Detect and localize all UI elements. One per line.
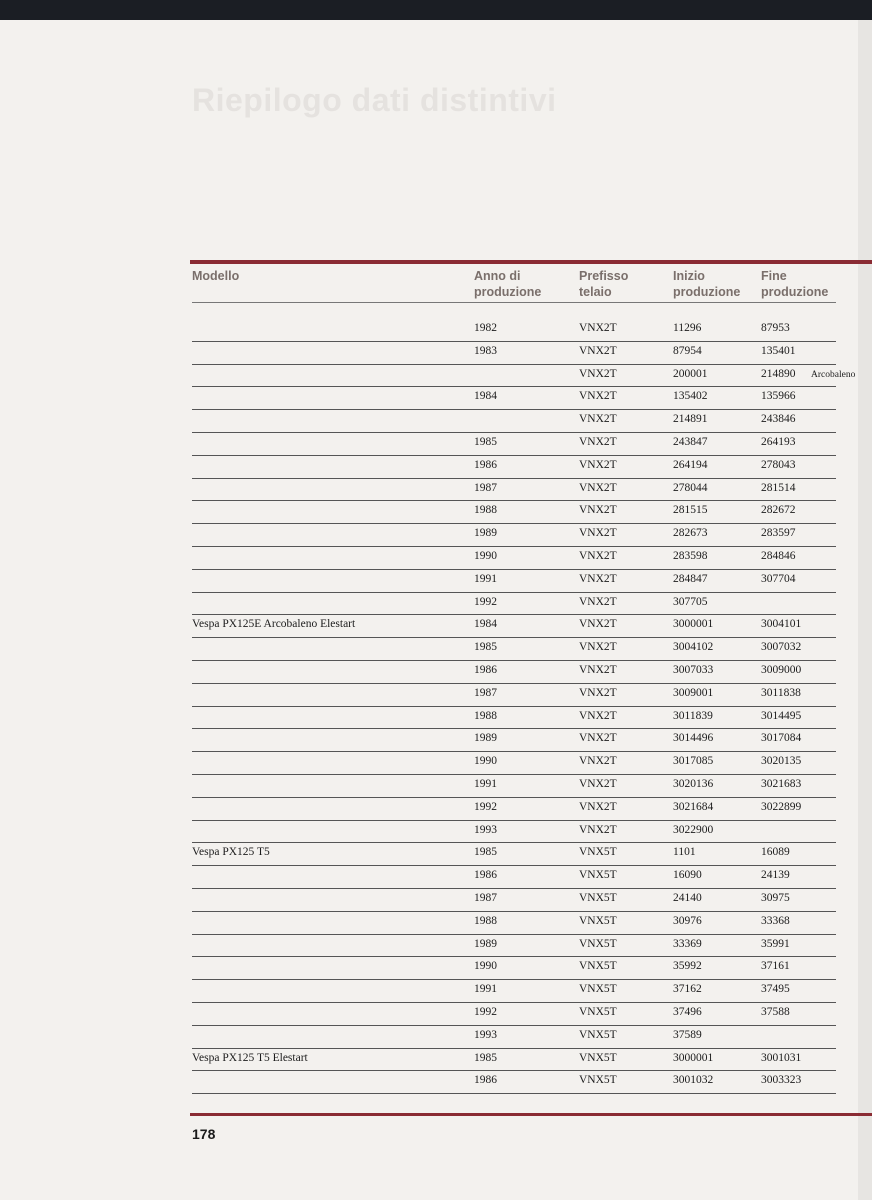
table-row xyxy=(192,638,836,661)
cell-inizio: 243847 xyxy=(673,435,708,448)
cell-prefisso: VNX2T xyxy=(579,823,617,836)
table-row xyxy=(192,912,836,935)
cell-fine: 33368 xyxy=(761,914,790,927)
cell-fine: 3009000 xyxy=(761,663,802,676)
cell-fine: 307704 xyxy=(761,572,796,585)
cell-fine: 281514 xyxy=(761,481,796,494)
cell-anno: 1992 xyxy=(474,595,497,608)
cell-inizio: 35992 xyxy=(673,960,702,973)
cell-inizio: 87954 xyxy=(673,344,702,357)
cell-anno: 1987 xyxy=(474,891,497,904)
cell-anno: 1990 xyxy=(474,960,497,973)
page-number: 178 xyxy=(192,1126,216,1142)
footer-rule xyxy=(190,1113,872,1116)
table-row xyxy=(192,752,836,775)
cell-fine: 3021683 xyxy=(761,777,802,790)
cell-prefisso: VNX2T xyxy=(579,390,617,403)
table-row xyxy=(192,1003,836,1026)
cell-fine: 284846 xyxy=(761,549,796,562)
cell-fine: 135401 xyxy=(761,344,796,357)
table-row xyxy=(192,775,836,798)
cell-anno: 1991 xyxy=(474,983,497,996)
cell-prefisso: VNX5T xyxy=(579,1028,617,1041)
cell-prefisso: VNX2T xyxy=(579,504,617,517)
cell-prefisso: VNX2T xyxy=(579,435,617,448)
cell-fine: 24139 xyxy=(761,869,790,882)
cell-inizio: 200001 xyxy=(673,367,708,380)
table-row xyxy=(192,729,836,752)
cell-prefisso: VNX2T xyxy=(579,732,617,745)
cell-inizio: 3021684 xyxy=(673,800,714,813)
cell-fine: 283597 xyxy=(761,527,796,540)
cell-prefisso: VNX2T xyxy=(579,458,617,471)
cell-prefisso: VNX2T xyxy=(579,367,617,380)
table-row xyxy=(192,410,836,433)
header-inizio-line2: produzione xyxy=(673,285,741,299)
cell-fine: 214890 xyxy=(761,367,796,380)
cell-anno: 1985 xyxy=(474,1051,497,1064)
cell-inizio: 3000001 xyxy=(673,1051,714,1064)
cell-anno: 1993 xyxy=(474,1028,497,1041)
table-row xyxy=(192,342,836,365)
cell-anno: 1986 xyxy=(474,1074,497,1087)
cell-anno: 1988 xyxy=(474,709,497,722)
cell-anno: 1984 xyxy=(474,618,497,631)
table-row xyxy=(192,570,836,593)
header-inizio-line1: Inizio xyxy=(673,269,705,283)
cell-inizio: 3022900 xyxy=(673,823,714,836)
cell-anno: 1985 xyxy=(474,846,497,859)
header-inizio xyxy=(673,268,740,300)
cell-anno: 1989 xyxy=(474,732,497,745)
table-row xyxy=(192,433,836,456)
header-modello xyxy=(192,268,239,284)
cell-fine: 3001031 xyxy=(761,1051,802,1064)
cell-prefisso: VNX2T xyxy=(579,686,617,699)
table-row xyxy=(192,661,836,684)
cell-inizio: 214891 xyxy=(673,413,708,426)
cell-inizio: 282673 xyxy=(673,527,708,540)
cell-prefisso: VNX2T xyxy=(579,663,617,676)
cell-anno: 1991 xyxy=(474,572,497,585)
header-anno-line2: produzione xyxy=(474,285,542,299)
table-row xyxy=(192,889,836,912)
header-fine xyxy=(761,268,828,300)
cell-prefisso: VNX2T xyxy=(579,481,617,494)
cell-inizio: 284847 xyxy=(673,572,708,585)
cell-inizio: 3007033 xyxy=(673,663,714,676)
header-modello-text: Modello xyxy=(192,269,240,283)
cell-anno: 1985 xyxy=(474,435,497,448)
cell-fine: 16089 xyxy=(761,846,790,859)
cell-anno: 1983 xyxy=(474,344,497,357)
table-row xyxy=(192,479,836,502)
header-fine-line1: Fine xyxy=(761,269,787,283)
cell-inizio: 3000001 xyxy=(673,618,714,631)
cell-fine: 87953 xyxy=(761,322,790,334)
cell-fine: 282672 xyxy=(761,504,796,517)
table-row xyxy=(192,935,836,958)
cell-inizio: 24140 xyxy=(673,891,702,904)
cell-fine: 3004101 xyxy=(761,618,802,631)
cell-fine: 3014495 xyxy=(761,709,802,722)
cell-prefisso: VNX2T xyxy=(579,709,617,722)
cell-fine: 3003323 xyxy=(761,1074,802,1087)
cell-prefisso: VNX2T xyxy=(579,572,617,585)
header-prefisso-line1: Prefisso xyxy=(579,269,629,283)
cell-prefisso: VNX5T xyxy=(579,914,617,927)
table-row xyxy=(192,365,856,388)
cell-fine: 3020135 xyxy=(761,755,802,768)
cell-inizio: 37589 xyxy=(673,1028,702,1041)
cell-anno: 1989 xyxy=(474,937,497,950)
table-top-rule xyxy=(190,260,872,264)
cell-prefisso: VNX5T xyxy=(579,1005,617,1018)
cell-anno: 1984 xyxy=(474,390,497,403)
header-underline xyxy=(192,302,836,303)
header-anno-line1: Anno di xyxy=(474,269,521,283)
cell-fine: 37495 xyxy=(761,983,790,996)
cell-inizio: 3017085 xyxy=(673,755,714,768)
cell-fine: 135966 xyxy=(761,390,796,403)
cell-inizio: 3014496 xyxy=(673,732,714,745)
cell-fine: 37161 xyxy=(761,960,790,973)
table-row xyxy=(192,980,836,1003)
cell-fine: 30975 xyxy=(761,891,790,904)
cell-prefisso: VNX2T xyxy=(579,618,617,631)
cell-anno: 1990 xyxy=(474,755,497,768)
table-row xyxy=(192,957,836,980)
cell-inizio: 307705 xyxy=(673,595,708,608)
cell-prefisso: VNX5T xyxy=(579,846,617,859)
cell-fine: 3022899 xyxy=(761,800,802,813)
table-row xyxy=(192,707,836,730)
cell-inizio: 281515 xyxy=(673,504,708,517)
cell-inizio: 30976 xyxy=(673,914,702,927)
cell-anno: 1982 xyxy=(474,322,497,334)
page-gutter-shadow xyxy=(858,20,872,1200)
cell-prefisso: VNX5T xyxy=(579,1074,617,1087)
cell-inizio: 16090 xyxy=(673,869,702,882)
cell-anno: 1992 xyxy=(474,800,497,813)
cell-inizio: 3001032 xyxy=(673,1074,714,1087)
table-row xyxy=(192,1026,836,1049)
cell-prefisso: VNX2T xyxy=(579,413,617,426)
cell-inizio: 1101 xyxy=(673,846,696,859)
cell-anno: 1985 xyxy=(474,641,497,654)
cell-prefisso: VNX2T xyxy=(579,641,617,654)
cell-inizio: 3004102 xyxy=(673,641,714,654)
cell-anno: 1988 xyxy=(474,914,497,927)
table-row xyxy=(192,456,836,479)
cell-note: Arcobaleno xyxy=(811,369,856,380)
cell-anno: 1992 xyxy=(474,1005,497,1018)
cell-fine: 278043 xyxy=(761,458,796,471)
cell-prefisso: VNX5T xyxy=(579,1051,617,1064)
header-prefisso-line2: telaio xyxy=(579,285,612,299)
cell-anno: 1986 xyxy=(474,458,497,471)
header-prefisso xyxy=(579,268,628,300)
cell-fine: 243846 xyxy=(761,413,796,426)
header-anno xyxy=(474,268,541,300)
cell-anno: 1986 xyxy=(474,663,497,676)
cell-anno: 1989 xyxy=(474,527,497,540)
cell-fine: 3017084 xyxy=(761,732,802,745)
cell-inizio: 37162 xyxy=(673,983,702,996)
cell-inizio: 3009001 xyxy=(673,686,714,699)
cell-anno: 1987 xyxy=(474,481,497,494)
cell-prefisso: VNX2T xyxy=(579,344,617,357)
cell-prefisso: VNX2T xyxy=(579,777,617,790)
cell-modello: Vespa PX125 T5 Elestart xyxy=(192,1051,308,1064)
table-row xyxy=(192,1049,836,1072)
table-row xyxy=(192,387,836,410)
cell-anno: 1993 xyxy=(474,823,497,836)
cell-fine: 37588 xyxy=(761,1005,790,1018)
cell-inizio: 3011839 xyxy=(673,709,713,722)
cell-fine: 3007032 xyxy=(761,641,802,654)
cell-prefisso: VNX5T xyxy=(579,937,617,950)
cell-prefisso: VNX2T xyxy=(579,322,617,334)
cell-inizio: 33369 xyxy=(673,937,702,950)
table-row xyxy=(192,593,836,616)
table-row xyxy=(192,1071,836,1094)
cell-prefisso: VNX2T xyxy=(579,549,617,562)
table-row xyxy=(192,684,836,707)
table-row xyxy=(192,843,836,866)
table-body xyxy=(192,319,856,1094)
cell-fine: 264193 xyxy=(761,435,796,448)
table-row xyxy=(192,798,836,821)
page-title: Riepilogo dati distintivi xyxy=(192,82,557,118)
cell-inizio: 278044 xyxy=(673,481,708,494)
table-row xyxy=(192,866,836,889)
table-row xyxy=(192,524,836,547)
cell-inizio: 37496 xyxy=(673,1005,702,1018)
cell-prefisso: VNX2T xyxy=(579,755,617,768)
cell-inizio: 283598 xyxy=(673,549,708,562)
table-row xyxy=(192,615,836,638)
table-row xyxy=(192,501,836,524)
cell-anno: 1988 xyxy=(474,504,497,517)
cell-prefisso: VNX2T xyxy=(579,527,617,540)
cell-anno: 1991 xyxy=(474,777,497,790)
cell-inizio: 135402 xyxy=(673,390,708,403)
cell-fine: 35991 xyxy=(761,937,790,950)
cell-prefisso: VNX2T xyxy=(579,800,617,813)
cell-fine: 3011838 xyxy=(761,686,801,699)
cell-inizio: 264194 xyxy=(673,458,708,471)
cell-prefisso: VNX5T xyxy=(579,960,617,973)
cell-anno: 1986 xyxy=(474,869,497,882)
scan-top-edge xyxy=(0,0,872,20)
cell-prefisso: VNX5T xyxy=(579,869,617,882)
header-fine-line2: produzione xyxy=(761,285,829,299)
cell-inizio: 3020136 xyxy=(673,777,714,790)
cell-prefisso: VNX5T xyxy=(579,983,617,996)
cell-prefisso: VNX2T xyxy=(579,595,617,608)
cell-prefisso: VNX5T xyxy=(579,891,617,904)
cell-modello: Vespa PX125E Arcobaleno Elestart xyxy=(192,618,356,631)
cell-anno: 1990 xyxy=(474,549,497,562)
table-row xyxy=(192,547,836,570)
cell-modello: Vespa PX125 T5 xyxy=(192,846,270,859)
table-row xyxy=(192,821,836,844)
cell-anno: 1987 xyxy=(474,686,497,699)
cell-inizio: 11296 xyxy=(673,322,702,334)
table-row xyxy=(192,319,836,342)
